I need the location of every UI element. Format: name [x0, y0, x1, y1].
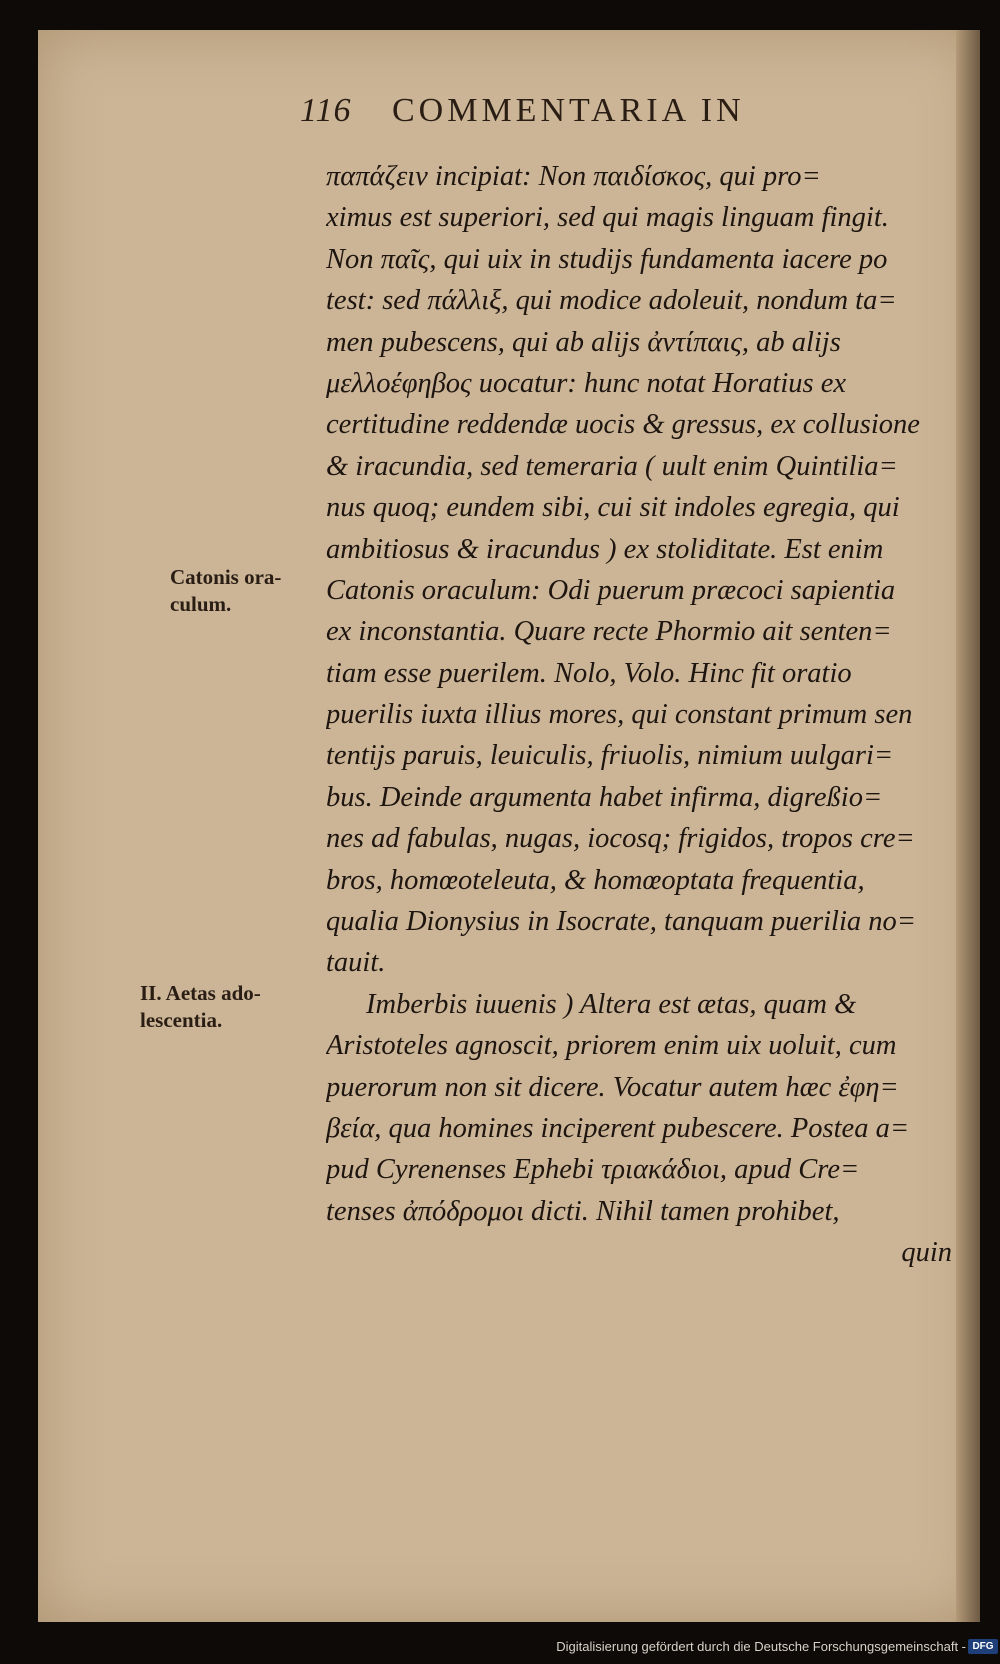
running-title: COMMENTARIA IN	[391, 92, 745, 129]
footer-bar	[0, 1624, 1000, 1664]
text-line: Non παῖς, qui uix in studijs fundamenta iacere po	[326, 243, 888, 275]
text-line: bros, homœoteleuta, & homœoptata frequentia,	[326, 864, 865, 896]
text-line: qualia Dionysius in Isocrate, tanquam puerilia no=	[326, 906, 916, 938]
text-line: tentijs paruis, leuiculis, friuolis, nimium uulgari=	[326, 740, 894, 772]
text-line: tenses ἀπόδρομοι dicti. Nihil tamen prohibet,	[326, 1195, 840, 1227]
text-line: Aristoteles agnoscit, priorem enim uix uoluit, cum	[326, 1030, 897, 1062]
text-line: μελλοέφηβος uocatur: hunc notat Horatius ex	[326, 367, 847, 399]
text-line: certitudine reddendæ uocis & gressus, ex collusione	[326, 409, 920, 441]
text-line: pud Cyrenenses Ephebi τριακάδιοι, apud Cre=	[326, 1154, 860, 1186]
footer-credit: Digitalisierung gefördert durch die Deutsche Forschungsgemeinschaft -	[556, 1639, 966, 1654]
text-line: nus quoq; eundem sibi, cui sit indoles egregia, qui	[326, 492, 900, 524]
body-text	[326, 156, 952, 1274]
marginal-note-line: II. Aetas ado-	[140, 981, 261, 1005]
page-header	[300, 92, 860, 130]
text-line: βεία, qua homines inciperent pubescere. Postea a=	[326, 1112, 910, 1144]
text-line: tauit.	[326, 947, 386, 979]
text-line: Imberbis iuuenis ) Altera est ætas, quam &	[366, 988, 857, 1020]
text-line: nes ad fabulas, nugas, iocosq; frigidos, tropos cre=	[326, 823, 915, 855]
text-line: ex inconstantia. Quare recte Phormio ait senten=	[326, 616, 892, 648]
text-line: Catonis oraculum: Odi puerum præcoci sapientia	[326, 574, 896, 606]
catchword: quin	[901, 1237, 952, 1269]
text-line: test: sed πάλλιξ, qui modice adoleuit, nondum ta=	[326, 285, 897, 317]
text-line: puerorum non sit dicere. Vocatur autem hæc ἐφη=	[326, 1071, 899, 1103]
text-line: & iracundia, sed temeraria ( uult enim Quintilia=	[326, 450, 898, 482]
dfg-logo-icon: DFG	[968, 1639, 998, 1654]
marginal-note-line: Catonis ora-	[170, 565, 282, 589]
text-line: bus. Deinde argumenta habet infirma, digreßio=	[326, 781, 883, 813]
text-line: puerilis iuxta illius mores, qui constant primum sen	[326, 699, 913, 731]
text-line: men pubescens, qui ab alijs ἀντίπαις, ab alijs	[326, 326, 841, 358]
text-line: ambitiosus & iracundus ) ex stoliditate. Est enim	[326, 533, 884, 565]
text-line: ximus est superiori, sed qui magis linguam fingit.	[326, 202, 889, 234]
text-line: παπάζειν incipiat: Non παιδίσκος, qui pro=	[326, 161, 821, 192]
book-page	[38, 30, 980, 1622]
marginal-note-line: lescentia.	[140, 1008, 223, 1032]
text-line: tiam esse puerilem. Nolo, Volo. Hinc fit oratio	[326, 657, 852, 689]
marginal-note-catonis	[170, 564, 332, 618]
page-number: 116	[300, 92, 352, 129]
marginal-note-line: culum.	[170, 592, 232, 616]
marginal-note-aetas	[140, 980, 302, 1034]
page-edge	[956, 30, 980, 1622]
